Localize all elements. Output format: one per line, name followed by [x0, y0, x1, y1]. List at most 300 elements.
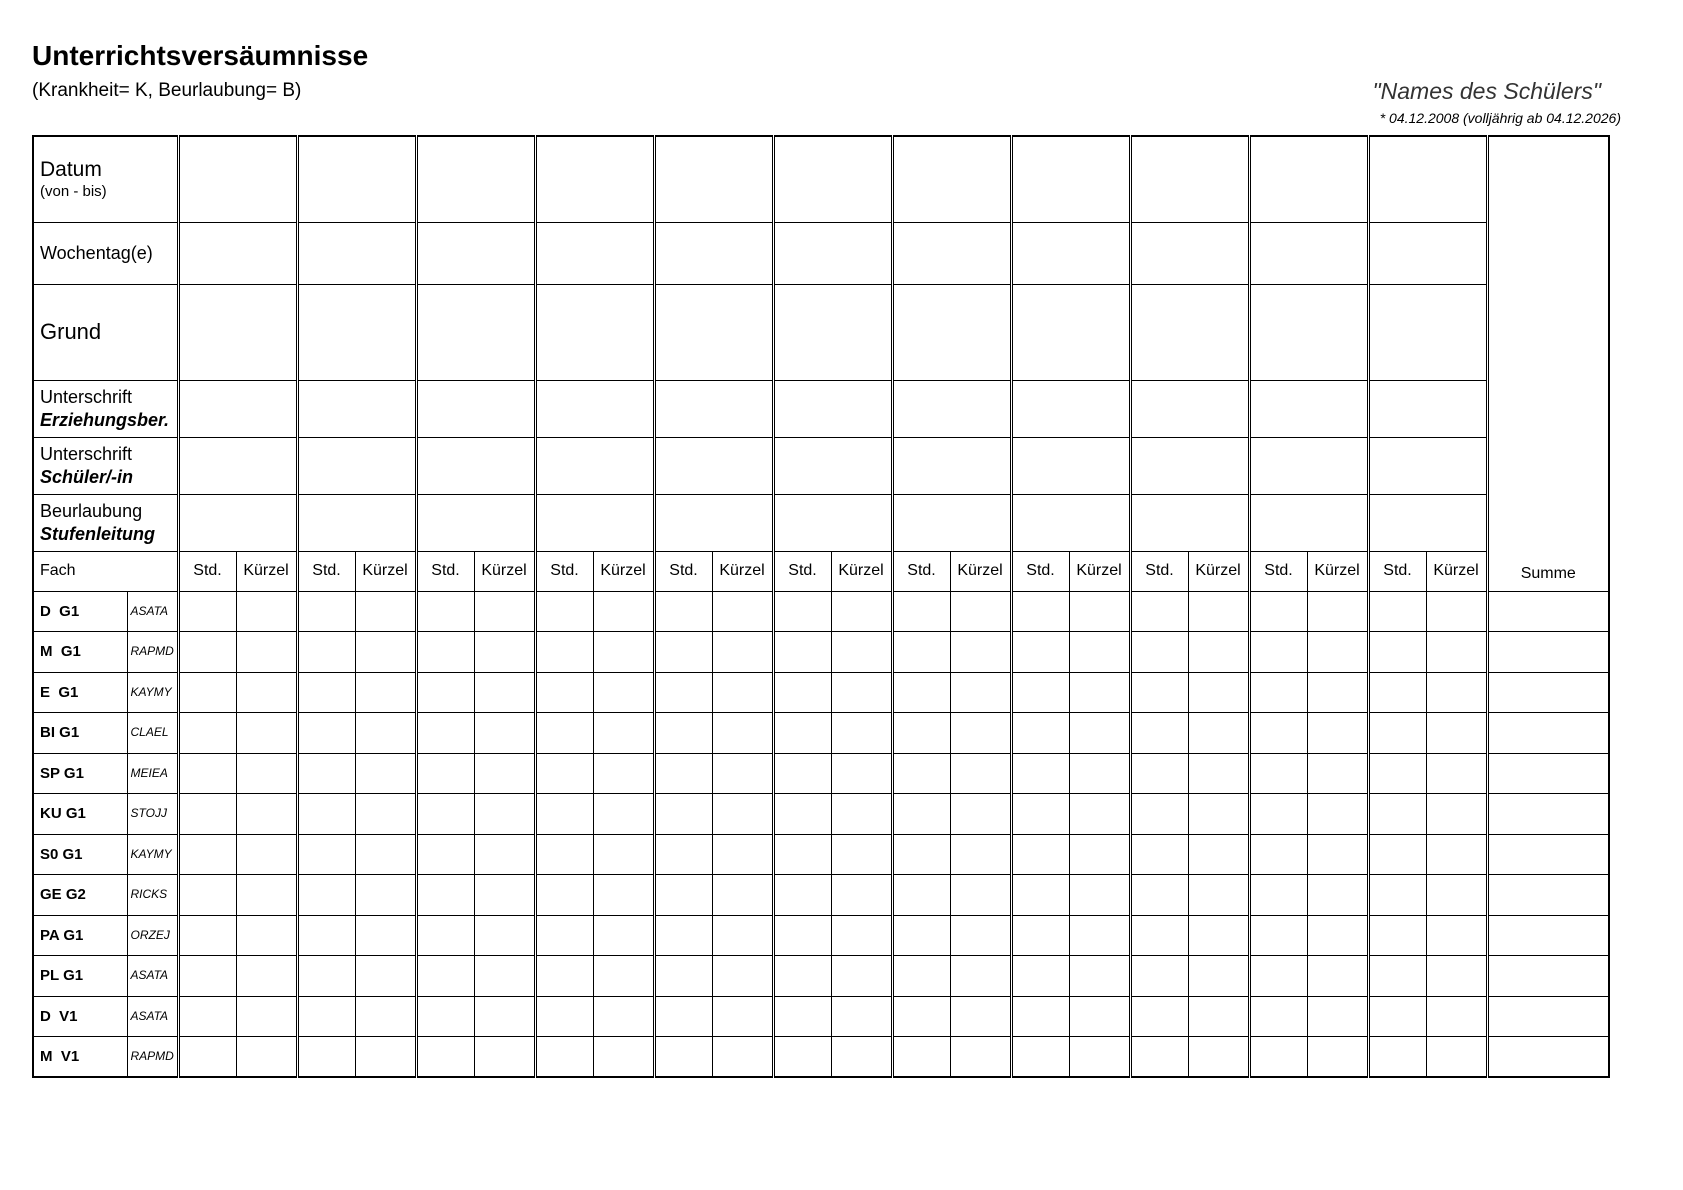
std-cell[interactable]	[773, 672, 831, 713]
std-cell[interactable]	[1368, 875, 1426, 916]
entry-cell[interactable]	[773, 494, 892, 551]
std-cell[interactable]	[892, 591, 950, 632]
entry-cell[interactable]	[1368, 494, 1487, 551]
kuerzel-cell[interactable]	[236, 794, 297, 835]
kuerzel-cell[interactable]	[1426, 834, 1487, 875]
kuerzel-cell[interactable]	[1307, 996, 1368, 1037]
std-cell[interactable]	[178, 996, 236, 1037]
kuerzel-cell[interactable]	[1188, 996, 1249, 1037]
kuerzel-cell[interactable]	[1426, 996, 1487, 1037]
kuerzel-cell[interactable]	[1426, 672, 1487, 713]
kuerzel-cell[interactable]	[236, 591, 297, 632]
std-cell[interactable]	[1368, 672, 1426, 713]
kuerzel-cell[interactable]	[712, 591, 773, 632]
entry-cell[interactable]	[1011, 136, 1130, 222]
entry-cell[interactable]	[654, 437, 773, 494]
std-cell[interactable]	[416, 591, 474, 632]
std-cell[interactable]	[892, 996, 950, 1037]
kuerzel-cell[interactable]	[1426, 794, 1487, 835]
entry-cell[interactable]	[416, 380, 535, 437]
entry-cell[interactable]	[654, 136, 773, 222]
summe-cell[interactable]	[1487, 915, 1609, 956]
entry-cell[interactable]	[1249, 437, 1368, 494]
std-cell[interactable]	[1011, 753, 1069, 794]
std-cell[interactable]	[1011, 794, 1069, 835]
entry-cell[interactable]	[297, 494, 416, 551]
entry-cell[interactable]	[654, 494, 773, 551]
std-cell[interactable]	[1249, 794, 1307, 835]
std-cell[interactable]	[416, 753, 474, 794]
std-cell[interactable]	[654, 713, 712, 754]
kuerzel-cell[interactable]	[1188, 956, 1249, 997]
kuerzel-cell[interactable]	[1069, 875, 1130, 916]
entry-cell[interactable]	[416, 136, 535, 222]
kuerzel-cell[interactable]	[1069, 794, 1130, 835]
kuerzel-cell[interactable]	[950, 915, 1011, 956]
std-cell[interactable]	[1130, 713, 1188, 754]
entry-cell[interactable]	[297, 437, 416, 494]
std-cell[interactable]	[1368, 632, 1426, 673]
entry-cell[interactable]	[654, 222, 773, 284]
std-cell[interactable]	[178, 834, 236, 875]
entry-cell[interactable]	[892, 380, 1011, 437]
kuerzel-cell[interactable]	[831, 713, 892, 754]
kuerzel-cell[interactable]	[355, 713, 416, 754]
std-cell[interactable]	[1249, 834, 1307, 875]
std-cell[interactable]	[535, 632, 593, 673]
std-cell[interactable]	[297, 794, 355, 835]
entry-cell[interactable]	[178, 437, 297, 494]
entry-cell[interactable]	[773, 222, 892, 284]
std-cell[interactable]	[1249, 875, 1307, 916]
kuerzel-cell[interactable]	[355, 1037, 416, 1078]
entry-cell[interactable]	[416, 222, 535, 284]
kuerzel-cell[interactable]	[474, 713, 535, 754]
std-cell[interactable]	[654, 794, 712, 835]
std-cell[interactable]	[1249, 591, 1307, 632]
kuerzel-cell[interactable]	[831, 672, 892, 713]
std-cell[interactable]	[1130, 956, 1188, 997]
summe-cell[interactable]	[1487, 875, 1609, 916]
kuerzel-cell[interactable]	[1069, 753, 1130, 794]
std-cell[interactable]	[297, 672, 355, 713]
kuerzel-cell[interactable]	[593, 632, 654, 673]
std-cell[interactable]	[654, 956, 712, 997]
kuerzel-cell[interactable]	[593, 996, 654, 1037]
entry-cell[interactable]	[773, 437, 892, 494]
kuerzel-cell[interactable]	[1069, 996, 1130, 1037]
std-cell[interactable]	[1249, 915, 1307, 956]
entry-cell[interactable]	[1011, 222, 1130, 284]
kuerzel-cell[interactable]	[593, 713, 654, 754]
std-cell[interactable]	[773, 794, 831, 835]
kuerzel-cell[interactable]	[593, 1037, 654, 1078]
entry-cell[interactable]	[1368, 380, 1487, 437]
entry-cell[interactable]	[178, 284, 297, 380]
entry-cell[interactable]	[1130, 380, 1249, 437]
kuerzel-cell[interactable]	[1307, 753, 1368, 794]
summe-cell[interactable]	[1487, 1037, 1609, 1078]
kuerzel-cell[interactable]	[593, 956, 654, 997]
std-cell[interactable]	[535, 956, 593, 997]
kuerzel-cell[interactable]	[236, 996, 297, 1037]
std-cell[interactable]	[416, 956, 474, 997]
std-cell[interactable]	[535, 672, 593, 713]
kuerzel-cell[interactable]	[1188, 834, 1249, 875]
std-cell[interactable]	[892, 794, 950, 835]
kuerzel-cell[interactable]	[712, 996, 773, 1037]
std-cell[interactable]	[416, 794, 474, 835]
std-cell[interactable]	[1368, 591, 1426, 632]
summe-cell[interactable]	[1487, 834, 1609, 875]
kuerzel-cell[interactable]	[593, 753, 654, 794]
entry-cell[interactable]	[1368, 136, 1487, 222]
std-cell[interactable]	[1130, 996, 1188, 1037]
kuerzel-cell[interactable]	[474, 834, 535, 875]
std-cell[interactable]	[297, 996, 355, 1037]
entry-cell[interactable]	[1011, 494, 1130, 551]
std-cell[interactable]	[1368, 753, 1426, 794]
kuerzel-cell[interactable]	[1188, 632, 1249, 673]
entry-cell[interactable]	[1368, 437, 1487, 494]
std-cell[interactable]	[1011, 591, 1069, 632]
std-cell[interactable]	[1130, 753, 1188, 794]
kuerzel-cell[interactable]	[355, 632, 416, 673]
entry-cell[interactable]	[1011, 284, 1130, 380]
std-cell[interactable]	[416, 875, 474, 916]
entry-cell[interactable]	[1011, 437, 1130, 494]
std-cell[interactable]	[1249, 753, 1307, 794]
kuerzel-cell[interactable]	[1069, 713, 1130, 754]
kuerzel-cell[interactable]	[1188, 713, 1249, 754]
entry-cell[interactable]	[297, 380, 416, 437]
std-cell[interactable]	[892, 834, 950, 875]
std-cell[interactable]	[416, 834, 474, 875]
std-cell[interactable]	[773, 875, 831, 916]
kuerzel-cell[interactable]	[831, 1037, 892, 1078]
entry-cell[interactable]	[654, 380, 773, 437]
entry-cell[interactable]	[1130, 494, 1249, 551]
kuerzel-cell[interactable]	[355, 753, 416, 794]
std-cell[interactable]	[1130, 794, 1188, 835]
std-cell[interactable]	[654, 996, 712, 1037]
kuerzel-cell[interactable]	[355, 834, 416, 875]
std-cell[interactable]	[1249, 956, 1307, 997]
std-cell[interactable]	[178, 672, 236, 713]
kuerzel-cell[interactable]	[474, 915, 535, 956]
std-cell[interactable]	[892, 956, 950, 997]
kuerzel-cell[interactable]	[950, 996, 1011, 1037]
entry-cell[interactable]	[1249, 494, 1368, 551]
summe-cell[interactable]	[1487, 753, 1609, 794]
std-cell[interactable]	[654, 1037, 712, 1078]
kuerzel-cell[interactable]	[1307, 632, 1368, 673]
std-cell[interactable]	[535, 875, 593, 916]
kuerzel-cell[interactable]	[712, 753, 773, 794]
kuerzel-cell[interactable]	[1426, 753, 1487, 794]
kuerzel-cell[interactable]	[474, 591, 535, 632]
entry-cell[interactable]	[892, 222, 1011, 284]
entry-cell[interactable]	[773, 284, 892, 380]
kuerzel-cell[interactable]	[236, 956, 297, 997]
std-cell[interactable]	[178, 713, 236, 754]
kuerzel-cell[interactable]	[1307, 591, 1368, 632]
std-cell[interactable]	[773, 996, 831, 1037]
kuerzel-cell[interactable]	[1307, 713, 1368, 754]
kuerzel-cell[interactable]	[355, 956, 416, 997]
std-cell[interactable]	[297, 591, 355, 632]
kuerzel-cell[interactable]	[1307, 915, 1368, 956]
entry-cell[interactable]	[535, 136, 654, 222]
std-cell[interactable]	[1368, 956, 1426, 997]
std-cell[interactable]	[535, 753, 593, 794]
std-cell[interactable]	[773, 956, 831, 997]
kuerzel-cell[interactable]	[355, 794, 416, 835]
std-cell[interactable]	[1130, 672, 1188, 713]
std-cell[interactable]	[416, 713, 474, 754]
kuerzel-cell[interactable]	[950, 834, 1011, 875]
kuerzel-cell[interactable]	[1426, 956, 1487, 997]
std-cell[interactable]	[654, 915, 712, 956]
std-cell[interactable]	[1011, 875, 1069, 916]
std-cell[interactable]	[1011, 834, 1069, 875]
kuerzel-cell[interactable]	[593, 834, 654, 875]
std-cell[interactable]	[416, 996, 474, 1037]
kuerzel-cell[interactable]	[831, 591, 892, 632]
entry-cell[interactable]	[416, 284, 535, 380]
std-cell[interactable]	[178, 794, 236, 835]
std-cell[interactable]	[773, 1037, 831, 1078]
entry-cell[interactable]	[1368, 222, 1487, 284]
std-cell[interactable]	[1130, 875, 1188, 916]
std-cell[interactable]	[892, 713, 950, 754]
entry-cell[interactable]	[1249, 380, 1368, 437]
std-cell[interactable]	[1011, 1037, 1069, 1078]
entry-cell[interactable]	[178, 380, 297, 437]
kuerzel-cell[interactable]	[712, 713, 773, 754]
std-cell[interactable]	[773, 834, 831, 875]
kuerzel-cell[interactable]	[1188, 672, 1249, 713]
std-cell[interactable]	[1011, 996, 1069, 1037]
kuerzel-cell[interactable]	[712, 834, 773, 875]
std-cell[interactable]	[535, 794, 593, 835]
kuerzel-cell[interactable]	[1307, 956, 1368, 997]
kuerzel-cell[interactable]	[355, 875, 416, 916]
std-cell[interactable]	[1130, 1037, 1188, 1078]
kuerzel-cell[interactable]	[1307, 794, 1368, 835]
kuerzel-cell[interactable]	[355, 591, 416, 632]
std-cell[interactable]	[297, 753, 355, 794]
std-cell[interactable]	[297, 956, 355, 997]
entry-cell[interactable]	[773, 380, 892, 437]
entry-cell[interactable]	[1130, 284, 1249, 380]
std-cell[interactable]	[1130, 632, 1188, 673]
std-cell[interactable]	[1011, 672, 1069, 713]
std-cell[interactable]	[1368, 915, 1426, 956]
entry-cell[interactable]	[297, 136, 416, 222]
std-cell[interactable]	[416, 1037, 474, 1078]
std-cell[interactable]	[178, 956, 236, 997]
entry-cell[interactable]	[178, 222, 297, 284]
kuerzel-cell[interactable]	[831, 956, 892, 997]
std-cell[interactable]	[1249, 672, 1307, 713]
kuerzel-cell[interactable]	[236, 672, 297, 713]
kuerzel-cell[interactable]	[1307, 1037, 1368, 1078]
kuerzel-cell[interactable]	[831, 753, 892, 794]
entry-cell[interactable]	[416, 494, 535, 551]
kuerzel-cell[interactable]	[1069, 591, 1130, 632]
kuerzel-cell[interactable]	[1188, 875, 1249, 916]
summe-cell[interactable]	[1487, 996, 1609, 1037]
kuerzel-cell[interactable]	[831, 632, 892, 673]
kuerzel-cell[interactable]	[950, 956, 1011, 997]
kuerzel-cell[interactable]	[593, 794, 654, 835]
kuerzel-cell[interactable]	[1426, 632, 1487, 673]
std-cell[interactable]	[1368, 834, 1426, 875]
kuerzel-cell[interactable]	[593, 672, 654, 713]
std-cell[interactable]	[297, 632, 355, 673]
kuerzel-cell[interactable]	[593, 915, 654, 956]
std-cell[interactable]	[892, 1037, 950, 1078]
std-cell[interactable]	[178, 632, 236, 673]
entry-cell[interactable]	[297, 222, 416, 284]
entry-cell[interactable]	[773, 136, 892, 222]
kuerzel-cell[interactable]	[1426, 915, 1487, 956]
std-cell[interactable]	[535, 713, 593, 754]
kuerzel-cell[interactable]	[1426, 591, 1487, 632]
kuerzel-cell[interactable]	[355, 996, 416, 1037]
entry-cell[interactable]	[1249, 136, 1368, 222]
kuerzel-cell[interactable]	[950, 1037, 1011, 1078]
kuerzel-cell[interactable]	[1069, 956, 1130, 997]
kuerzel-cell[interactable]	[474, 632, 535, 673]
kuerzel-cell[interactable]	[474, 996, 535, 1037]
std-cell[interactable]	[1368, 996, 1426, 1037]
entry-cell[interactable]	[892, 494, 1011, 551]
entry-cell[interactable]	[1368, 284, 1487, 380]
std-cell[interactable]	[1011, 713, 1069, 754]
kuerzel-cell[interactable]	[474, 956, 535, 997]
kuerzel-cell[interactable]	[950, 875, 1011, 916]
kuerzel-cell[interactable]	[236, 875, 297, 916]
std-cell[interactable]	[1249, 1037, 1307, 1078]
std-cell[interactable]	[535, 996, 593, 1037]
kuerzel-cell[interactable]	[236, 753, 297, 794]
std-cell[interactable]	[1368, 1037, 1426, 1078]
kuerzel-cell[interactable]	[474, 794, 535, 835]
std-cell[interactable]	[1368, 794, 1426, 835]
entry-cell[interactable]	[1249, 222, 1368, 284]
std-cell[interactable]	[297, 875, 355, 916]
summe-cell[interactable]	[1487, 672, 1609, 713]
kuerzel-cell[interactable]	[950, 753, 1011, 794]
summe-cell[interactable]	[1487, 713, 1609, 754]
std-cell[interactable]	[1130, 834, 1188, 875]
kuerzel-cell[interactable]	[950, 632, 1011, 673]
kuerzel-cell[interactable]	[236, 915, 297, 956]
std-cell[interactable]	[773, 713, 831, 754]
std-cell[interactable]	[178, 915, 236, 956]
std-cell[interactable]	[535, 1037, 593, 1078]
entry-cell[interactable]	[892, 284, 1011, 380]
kuerzel-cell[interactable]	[950, 591, 1011, 632]
entry-cell[interactable]	[297, 284, 416, 380]
entry-cell[interactable]	[535, 284, 654, 380]
summe-cell[interactable]	[1487, 632, 1609, 673]
std-cell[interactable]	[654, 875, 712, 916]
entry-cell[interactable]	[535, 222, 654, 284]
kuerzel-cell[interactable]	[236, 1037, 297, 1078]
kuerzel-cell[interactable]	[1069, 915, 1130, 956]
kuerzel-cell[interactable]	[1307, 875, 1368, 916]
kuerzel-cell[interactable]	[1069, 1037, 1130, 1078]
kuerzel-cell[interactable]	[474, 1037, 535, 1078]
std-cell[interactable]	[297, 1037, 355, 1078]
std-cell[interactable]	[773, 915, 831, 956]
kuerzel-cell[interactable]	[712, 956, 773, 997]
kuerzel-cell[interactable]	[1069, 834, 1130, 875]
kuerzel-cell[interactable]	[1069, 632, 1130, 673]
entry-cell[interactable]	[1130, 222, 1249, 284]
kuerzel-cell[interactable]	[1188, 915, 1249, 956]
kuerzel-cell[interactable]	[1307, 834, 1368, 875]
kuerzel-cell[interactable]	[1188, 591, 1249, 632]
std-cell[interactable]	[1368, 713, 1426, 754]
kuerzel-cell[interactable]	[1188, 794, 1249, 835]
std-cell[interactable]	[654, 834, 712, 875]
std-cell[interactable]	[1249, 996, 1307, 1037]
std-cell[interactable]	[892, 875, 950, 916]
std-cell[interactable]	[178, 875, 236, 916]
std-cell[interactable]	[892, 672, 950, 713]
std-cell[interactable]	[297, 834, 355, 875]
std-cell[interactable]	[178, 1037, 236, 1078]
std-cell[interactable]	[654, 672, 712, 713]
std-cell[interactable]	[1130, 915, 1188, 956]
kuerzel-cell[interactable]	[831, 875, 892, 916]
kuerzel-cell[interactable]	[712, 875, 773, 916]
std-cell[interactable]	[178, 753, 236, 794]
std-cell[interactable]	[892, 632, 950, 673]
kuerzel-cell[interactable]	[712, 794, 773, 835]
summe-cell[interactable]	[1487, 956, 1609, 997]
kuerzel-cell[interactable]	[712, 672, 773, 713]
std-cell[interactable]	[297, 713, 355, 754]
std-cell[interactable]	[654, 591, 712, 632]
kuerzel-cell[interactable]	[950, 713, 1011, 754]
kuerzel-cell[interactable]	[1426, 875, 1487, 916]
std-cell[interactable]	[297, 915, 355, 956]
kuerzel-cell[interactable]	[474, 875, 535, 916]
kuerzel-cell[interactable]	[712, 1037, 773, 1078]
std-cell[interactable]	[535, 915, 593, 956]
std-cell[interactable]	[416, 915, 474, 956]
std-cell[interactable]	[773, 632, 831, 673]
std-cell[interactable]	[654, 753, 712, 794]
kuerzel-cell[interactable]	[474, 753, 535, 794]
std-cell[interactable]	[416, 632, 474, 673]
kuerzel-cell[interactable]	[474, 672, 535, 713]
std-cell[interactable]	[1249, 632, 1307, 673]
kuerzel-cell[interactable]	[950, 672, 1011, 713]
std-cell[interactable]	[654, 632, 712, 673]
kuerzel-cell[interactable]	[712, 632, 773, 673]
entry-cell[interactable]	[1011, 380, 1130, 437]
std-cell[interactable]	[416, 672, 474, 713]
std-cell[interactable]	[535, 834, 593, 875]
kuerzel-cell[interactable]	[236, 632, 297, 673]
kuerzel-cell[interactable]	[593, 875, 654, 916]
